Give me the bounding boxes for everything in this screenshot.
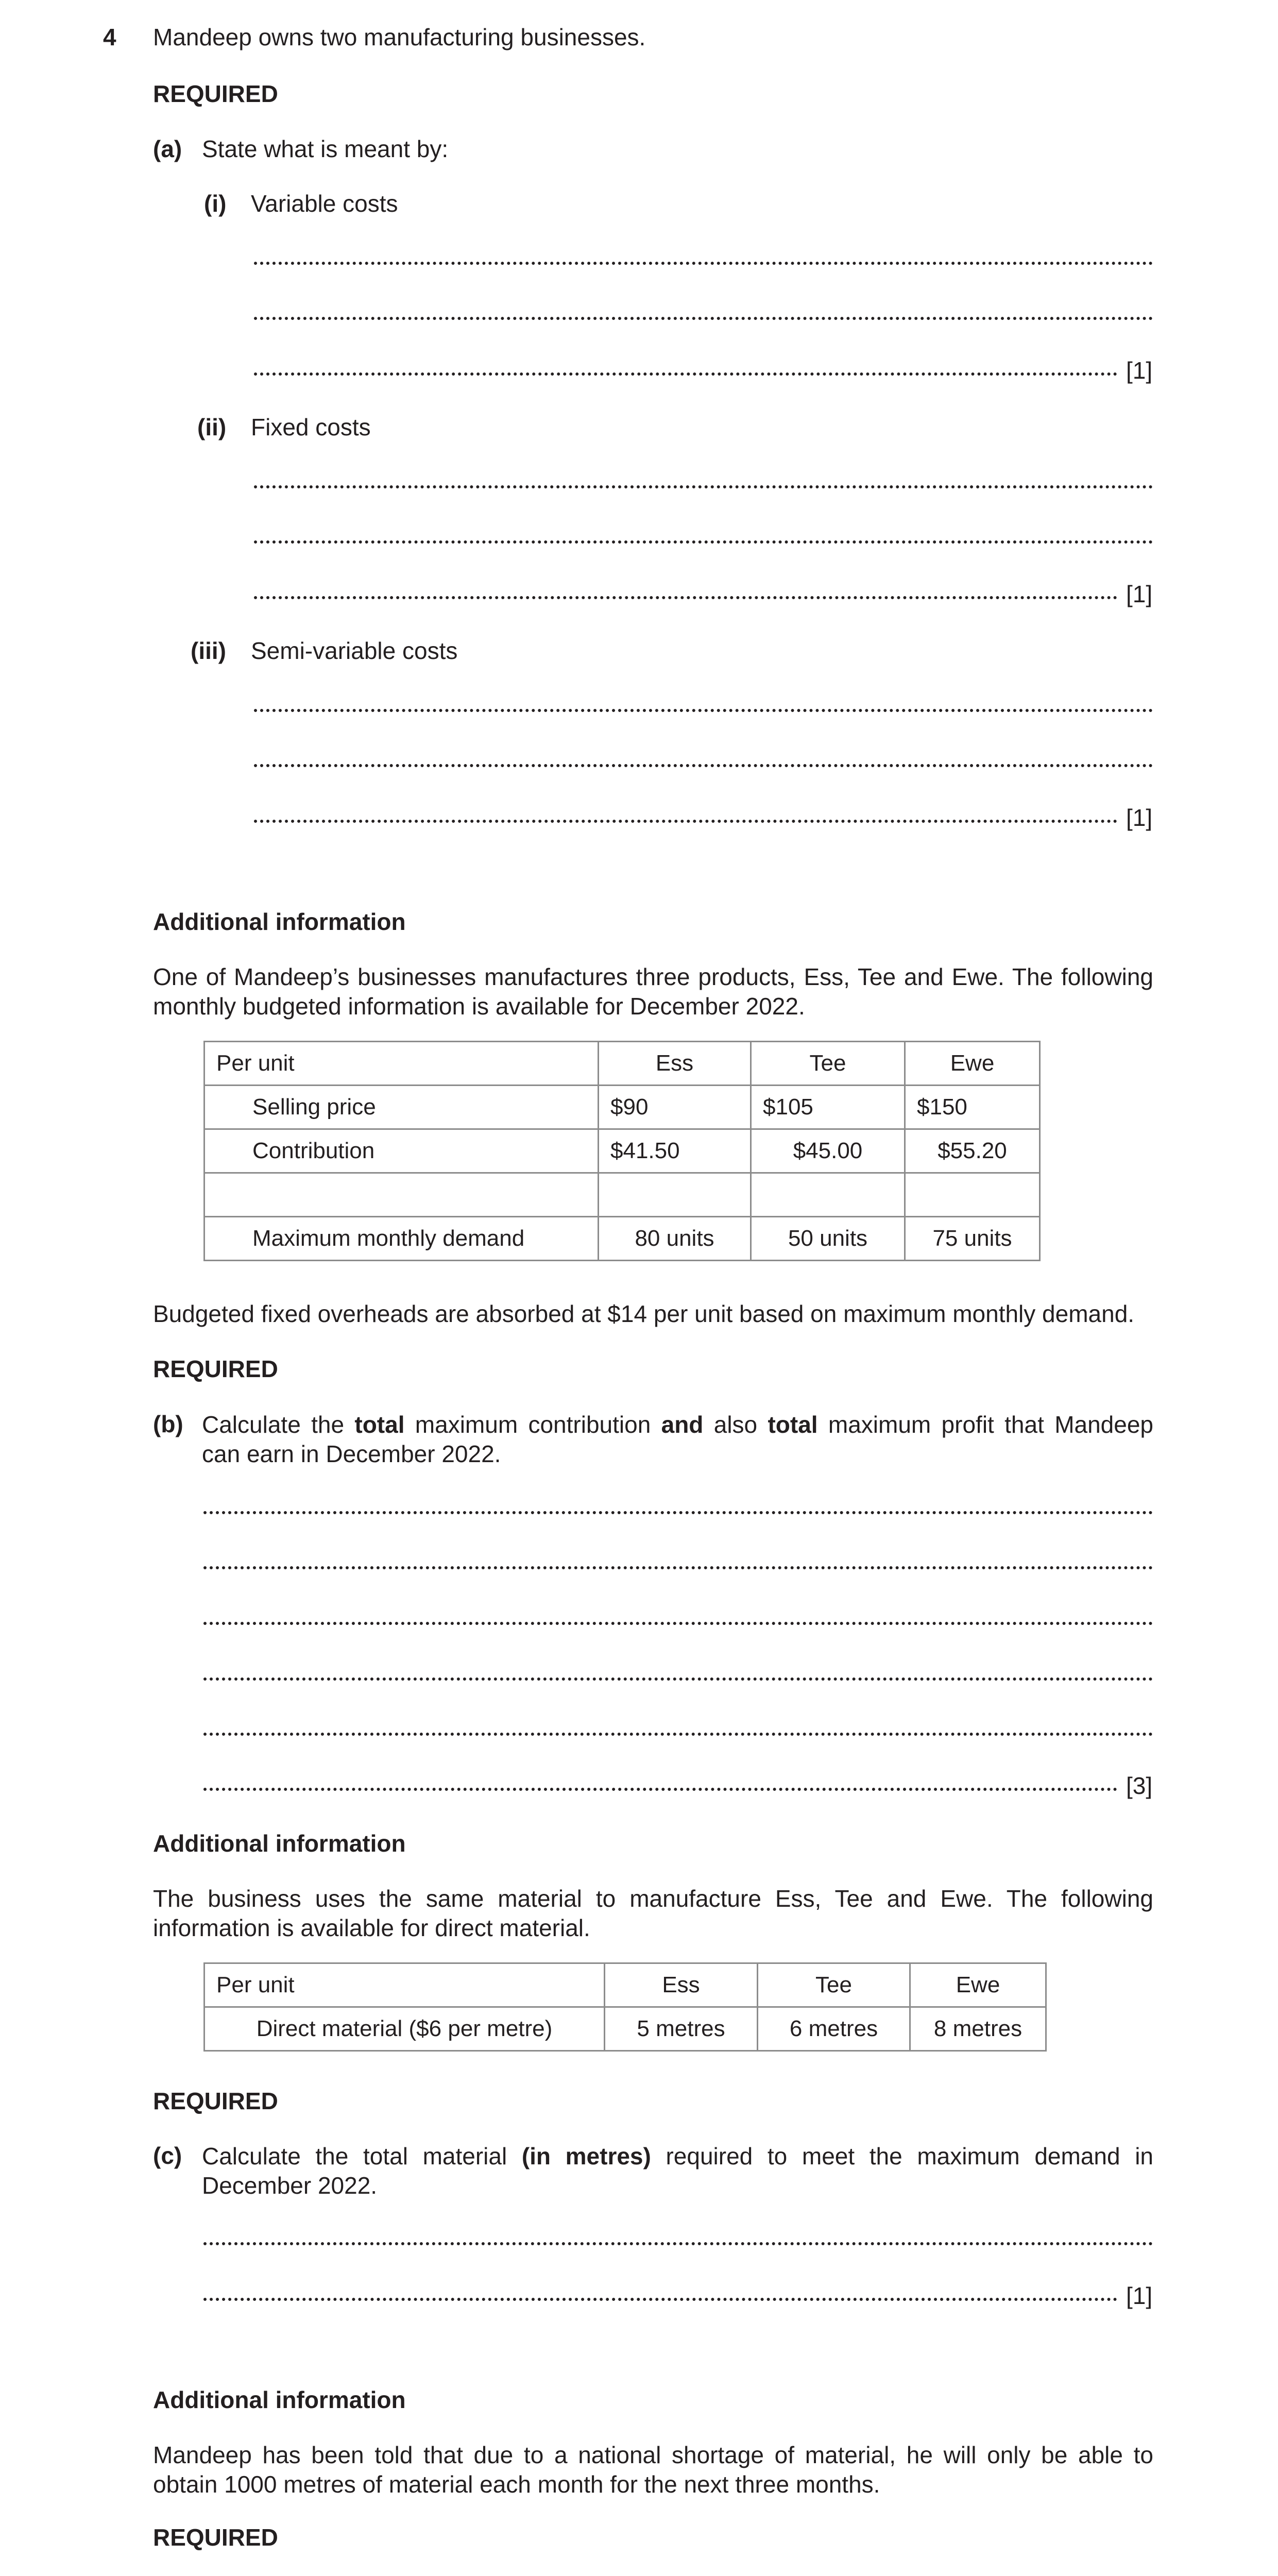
table-cell (205, 1173, 599, 1217)
table-header-cell: Ess (599, 1042, 751, 1086)
marks-a-iii: [1] (1126, 804, 1153, 831)
table-cell (751, 1173, 905, 1217)
answer-line[interactable] (254, 317, 1153, 320)
table-cell: $41.50 (599, 1129, 751, 1173)
answer-line[interactable] (203, 1677, 1153, 1681)
table-cell: 80 units (599, 1217, 751, 1261)
part-b-label: (b) (153, 1411, 183, 1437)
answer-line[interactable] (254, 820, 1117, 823)
question-intro: Mandeep owns two manufacturing businesses. (153, 24, 646, 50)
answer-line[interactable] (203, 2298, 1117, 2301)
part-a-iii-label: (iii) (191, 637, 226, 664)
text-run: Calculate the (202, 1411, 355, 1438)
info-paragraph: One of Mandeep’s businesses manufactures three products, Ess, Tee and Ewe. The following monthly budgeted information is available for December 2022. (153, 963, 1153, 1020)
table-cell (599, 1173, 751, 1217)
text-run-bold: total (354, 1411, 405, 1438)
table-cell: 50 units (751, 1217, 905, 1261)
marks-b: [3] (1126, 1772, 1153, 1799)
text-run-bold: and (661, 1411, 704, 1438)
text-run: required to meet the maximum demand in December 2022. (202, 2143, 1154, 2199)
table-row (205, 1086, 1040, 1129)
table-header-row (205, 1042, 1040, 1086)
table-cell: $55.20 (905, 1129, 1040, 1173)
answer-line[interactable] (254, 540, 1153, 544)
text-run: Calculate the total material (202, 2143, 522, 2170)
table-header-cell: Ewe (905, 1042, 1040, 1086)
table-cell: $150 (905, 1086, 1040, 1129)
part-a-label: (a) (153, 135, 182, 162)
text-run: maximum contribution (404, 1411, 661, 1438)
table-cell: 5 metres (605, 2007, 758, 2051)
material-table (203, 1962, 1047, 2052)
fixed-overheads-note: Budgeted fixed overheads are absorbed at $14 per unit based on maximum monthly demand. (153, 1300, 1135, 1327)
additional-info-heading: Additional information (153, 908, 406, 935)
table-row (205, 2007, 1046, 2051)
part-a-iii-text: Semi-variable costs (251, 637, 458, 664)
text-run-bold: total (768, 1411, 818, 1438)
part-a-i-label: (i) (204, 190, 227, 217)
part-c-label: (c) (153, 2142, 182, 2169)
answer-line[interactable] (254, 709, 1153, 712)
table-cell: Maximum monthly demand (205, 1217, 599, 1261)
table-cell: $90 (599, 1086, 751, 1129)
part-a-ii-text: Fixed costs (251, 414, 371, 440)
required-heading: REQUIRED (153, 2088, 278, 2114)
part-a-stem: State what is meant by: (202, 135, 449, 162)
info-paragraph: The business uses the same material to manufacture Ess, Tee and Ewe. The following information is available for direct material. (153, 1885, 1153, 1941)
table-cell: Contribution (205, 1129, 599, 1173)
answer-line[interactable] (254, 764, 1153, 767)
table-cell: 6 metres (758, 2007, 910, 2051)
text-run-bold: (in metres) (521, 2143, 651, 2170)
table-row (205, 1129, 1040, 1173)
text-run: maximum profit that Mandeep can earn in December 2022. (202, 1411, 1154, 1467)
required-heading: REQUIRED (153, 80, 278, 107)
required-heading: REQUIRED (153, 1355, 278, 1382)
marks-a-ii: [1] (1126, 581, 1153, 607)
part-a-i-text: Variable costs (251, 190, 398, 217)
table-cell (905, 1173, 1040, 1217)
part-b-text (202, 1410, 1153, 1469)
answer-line[interactable] (203, 1788, 1117, 1791)
table-header-row (205, 1963, 1046, 2007)
additional-info-heading: Additional information (153, 1830, 406, 1857)
table-cell: Selling price (205, 1086, 599, 1129)
table-header-cell: Ess (605, 1963, 758, 2007)
table-header-cell: Ewe (910, 1963, 1046, 2007)
part-a-ii-label: (ii) (197, 414, 227, 440)
budget-table (203, 1041, 1041, 1261)
table-row (205, 1217, 1040, 1261)
answer-line[interactable] (203, 1511, 1153, 1514)
answer-line[interactable] (203, 2242, 1153, 2245)
required-heading: REQUIRED (153, 2524, 278, 2551)
answer-line[interactable] (254, 596, 1117, 599)
table-header-cell: Per unit (205, 1042, 599, 1086)
table-cell: $45.00 (751, 1129, 905, 1173)
table-cell: Direct material ($6 per metre) (205, 2007, 605, 2051)
answer-line[interactable] (203, 1622, 1153, 1625)
additional-info-heading: Additional information (153, 2386, 406, 2413)
answer-line[interactable] (203, 1733, 1153, 1736)
marks-c: [1] (1126, 2282, 1153, 2309)
table-cell: 75 units (905, 1217, 1040, 1261)
question-number: 4 (103, 24, 116, 50)
answer-line[interactable] (254, 372, 1117, 376)
answer-line[interactable] (254, 485, 1153, 488)
info-paragraph: Mandeep has been told that due to a national shortage of material, he will only be able to obtain 1000 metres of material each month for the next three months. (153, 2442, 1153, 2498)
marks-a-i: [1] (1126, 357, 1153, 384)
table-header-cell: Tee (758, 1963, 910, 2007)
text-run: also (703, 1411, 768, 1438)
table-header-cell: Per unit (205, 1963, 605, 2007)
table-cell: $105 (751, 1086, 905, 1129)
table-cell: 8 metres (910, 2007, 1046, 2051)
part-c-text (202, 2142, 1153, 2200)
table-row (205, 1173, 1040, 1217)
answer-line[interactable] (203, 1566, 1153, 1569)
answer-line[interactable] (254, 262, 1153, 265)
table-header-cell: Tee (751, 1042, 905, 1086)
